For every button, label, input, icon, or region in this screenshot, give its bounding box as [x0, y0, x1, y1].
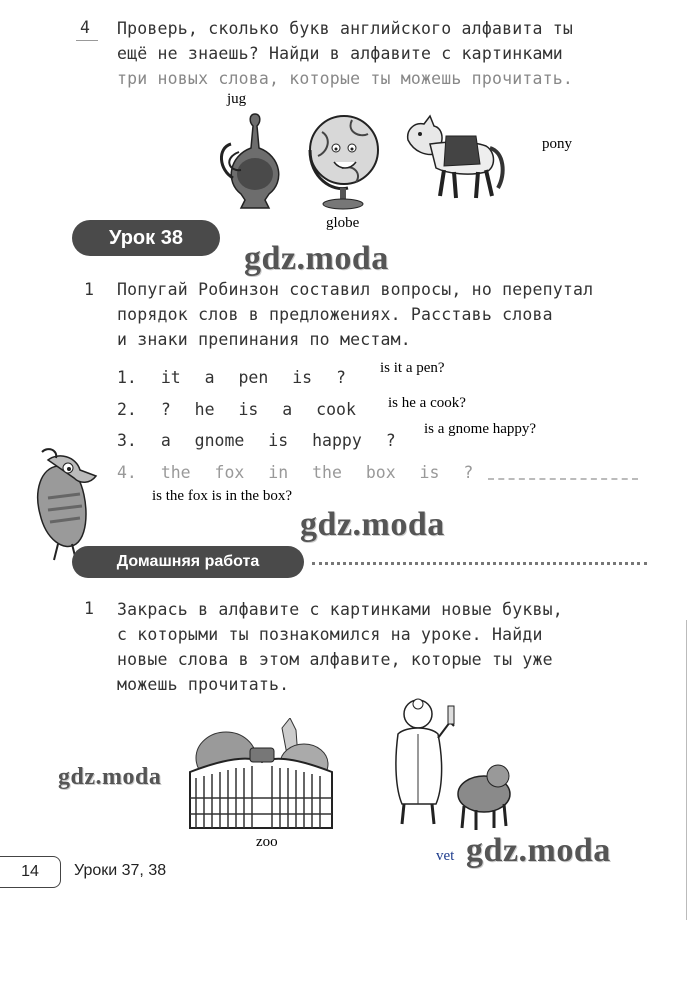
task-text-line: и знаки препинания по местам.: [117, 330, 411, 349]
answer-sentence: is the fox is in the box?: [152, 488, 292, 504]
sentence-item: [117, 368, 346, 387]
task-text: [117, 277, 593, 352]
watermark: gdz.moda: [58, 764, 162, 790]
watermark: gdz.moda: [466, 832, 611, 869]
task-text-line: Проверь, сколько букв английского алфавита ты: [117, 19, 574, 38]
pony-illustration: [400, 108, 512, 204]
sentence-words: ? he is a cook: [160, 400, 356, 419]
task-text-line: с которыми ты познакомился на уроке. Найди: [117, 625, 543, 644]
task-number: 1: [84, 599, 94, 618]
sentence-number: 3.: [117, 431, 137, 450]
jug-illustration: [215, 108, 297, 214]
homework-badge-label: Домашняя работа: [116, 553, 260, 570]
sentence-number: 1.: [117, 368, 137, 387]
answer-globe: globe: [326, 215, 360, 231]
answer-sentence: is it a pen?: [380, 360, 445, 376]
answer-jug: jug: [227, 91, 247, 107]
page-edge: [686, 620, 687, 920]
task-text: [117, 16, 573, 91]
sentence-item: [117, 400, 356, 419]
task-text-line: ещё не знаешь? Найди в алфавите с картинками: [117, 44, 563, 63]
sentence-words: a gnome is happy ?: [160, 431, 396, 450]
sentence-words: it a pen is ?: [160, 368, 346, 387]
sentence-item: [117, 463, 473, 482]
task-text-line: можешь прочитать.: [117, 675, 290, 694]
lesson-badge: [72, 220, 220, 256]
zoo-illustration: [186, 718, 336, 830]
homework-badge: [72, 546, 304, 578]
task-text-line: Закрась в алфавите с картинками новые буквы,: [117, 600, 563, 619]
watermark: gdz.moda: [300, 506, 445, 543]
sentence-number: 4.: [117, 463, 137, 482]
answer-line: [488, 478, 638, 480]
answer-sentence: is a gnome happy?: [424, 421, 537, 437]
page-number: 14: [21, 863, 39, 880]
sentence-item: [117, 431, 396, 450]
task-text-line: порядок слов в предложениях. Расставь слова: [117, 305, 553, 324]
sentence-words: the fox in the box is ?: [160, 463, 474, 482]
footer-title: Уроки 37, 38: [74, 862, 167, 879]
answer-zoo: zoo: [256, 834, 278, 850]
answer-vet: vet: [436, 848, 455, 864]
watermark: gdz.moda: [244, 240, 389, 277]
task-text-line: три новых слова, которые ты можешь прочитать.: [117, 69, 574, 88]
task-text: [117, 597, 563, 697]
lesson-badge-label: Урок 38: [109, 226, 183, 249]
task-number: 4: [80, 18, 90, 37]
page-number-box: [0, 856, 61, 888]
answer-sentence: is he a cook?: [388, 395, 466, 411]
task-number: 1: [84, 280, 94, 299]
answer-pony: pony: [542, 136, 572, 152]
vet-illustration: [384, 694, 516, 836]
sentence-number: 2.: [117, 400, 137, 419]
task-number-underline: [76, 40, 98, 41]
globe-illustration: [302, 108, 384, 214]
task-text-line: новые слова в этом алфавите, которые ты уже: [117, 650, 553, 669]
task-text-line: Попугай Робинзон составил вопросы, но перепутал: [117, 280, 594, 299]
divider-dots: [312, 562, 647, 565]
